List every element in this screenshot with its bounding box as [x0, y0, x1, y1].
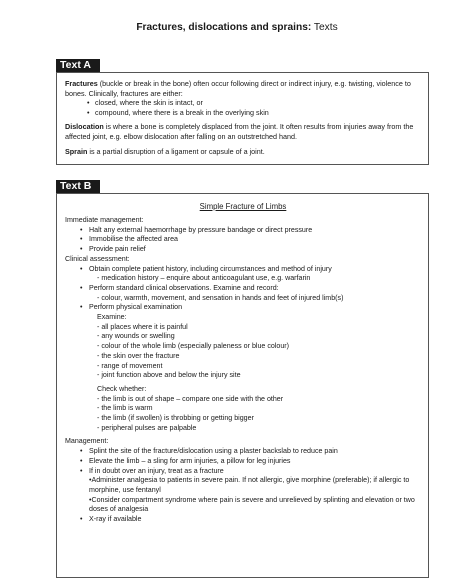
list-subitem: - any wounds or swelling [97, 332, 175, 341]
text-a-label: Text A [56, 59, 100, 72]
list-item: •Consider compartment syndrome where pain is severe and unrelieved by splinting and elevation or two doses of analgesia [89, 495, 415, 514]
list-item: •Administer analgesia to patients in severe pain. If not allergic, give morphine (preferable); if allergic to morphine, use fentanyl [89, 476, 410, 494]
list-subitem: - peripheral pulses are palpable [97, 423, 197, 432]
check-label: Check whether: [97, 384, 147, 393]
list-item: • Elevate the limb – a sling for arm injuries, a pillow for leg injuries [80, 456, 291, 465]
text-b-heading: Simple Fracture of Limbs [199, 202, 287, 211]
clinical-assessment-label: Clinical assessment: [65, 254, 130, 263]
examine-label: Examine: [97, 313, 127, 322]
text-a-box [56, 72, 429, 165]
immediate-management-label: Immediate management: [65, 216, 144, 224]
dislocation-term: Dislocation [65, 122, 104, 132]
sprain-term: Sprain [65, 146, 88, 156]
list-item: • Splint the site of the fracture/dislocation using a plaster backslab to reduce pain [80, 447, 338, 456]
sprain-definition: is a partial disruption of a ligament or capsule of a joint. [87, 146, 265, 156]
list-item: • If in doubt over an injury, treat as a fracture [80, 466, 224, 475]
list-subitem: - colour of the whole limb (especially paleness or blue colour) [97, 342, 290, 351]
fractures-term: Fractures [65, 79, 98, 88]
list-subitem: - the limb is out of shape – compare one side with the other [97, 394, 284, 403]
list-subitem: - medication history – enquire about anticoagulant use, e.g. warfarin [97, 274, 311, 283]
list-subitem: - the limb (if swollen) is throbbing or getting bigger [97, 414, 254, 423]
list-item: • closed, where the skin is intact, or [65, 98, 421, 108]
list-subitem: - range of movement [97, 361, 163, 370]
fractures-paragraph [65, 79, 421, 98]
list-item: • Obtain complete patient history, including circumstances and method of injury [80, 264, 332, 273]
list-item: • X-ray if available [80, 515, 142, 524]
page-title-main: Fractures, dislocations and sprains: [136, 22, 312, 33]
dislocation-definition: is where a bone is completely displaced from the joint. It often results from injuries away from the affected joint, e.g. elbow dislocation after falling on an outstretched hand. [65, 122, 414, 141]
text-b-label: Text B [56, 180, 100, 193]
list-subitem: - the limb is warm [97, 404, 153, 413]
dislocation-paragraph [65, 122, 421, 141]
list-item: • Halt any external haemorrhage by pressure bandage or direct pressure [80, 225, 313, 234]
text-b-box [56, 193, 429, 578]
management-label: Management: [65, 437, 109, 446]
list-subitem: - all places where it is painful [97, 322, 188, 331]
list-item: • compound, where there is a break in the overlying skin [65, 108, 421, 118]
list-subitem: - joint function above and below the injury site [97, 371, 241, 380]
fractures-definition: (buckle or break in the bone) often occur following direct or indirect injury, e.g. twisting, violence to bones. Clinically, fractures are either: [65, 79, 411, 98]
list-item: • Perform physical examination [80, 303, 183, 312]
page-title-suffix: Texts [311, 22, 338, 33]
sprain-paragraph [65, 147, 421, 157]
list-subitem: - the skin over the fracture [97, 351, 180, 360]
list-item: • Provide pain relief [80, 245, 146, 254]
list-item: • Immobilise the affected area [80, 235, 178, 244]
list-item: • Perform standard clinical observations. Examine and record: [80, 283, 279, 292]
list-subitem: - colour, warmth, movement, and sensation in hands and feet of injured limb(s) [97, 293, 344, 302]
fracture-types-list [65, 98, 421, 117]
page-title [0, 21, 474, 34]
